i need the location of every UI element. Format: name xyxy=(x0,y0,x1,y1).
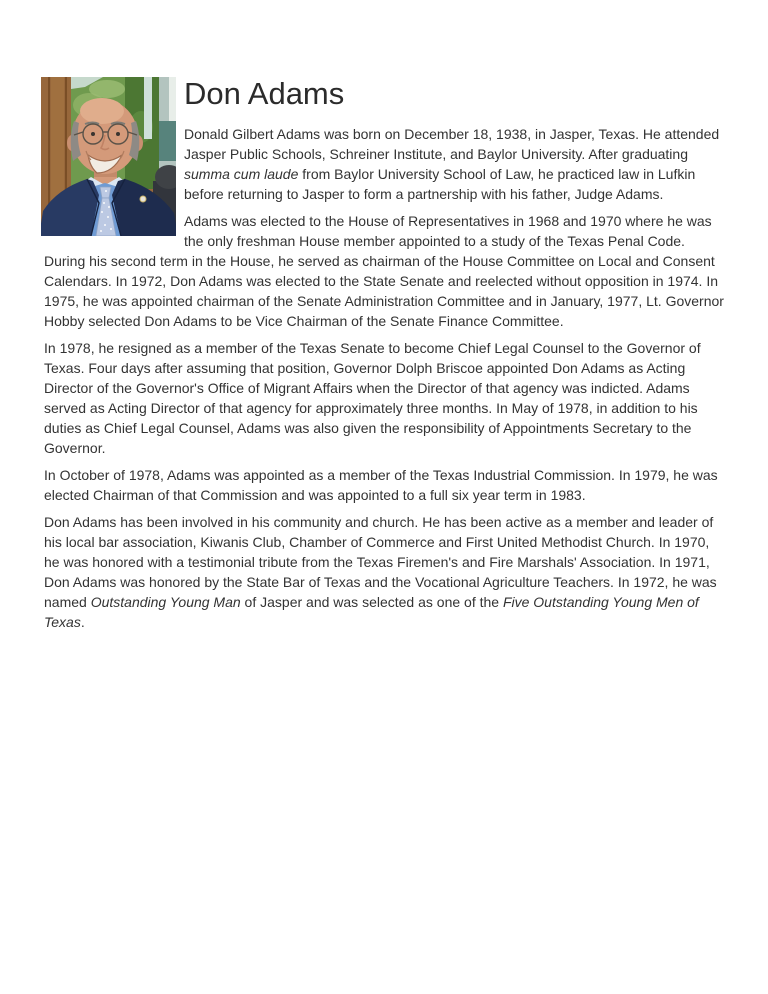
page-title: Don Adams xyxy=(184,76,345,111)
portrait-photo xyxy=(41,77,176,236)
bio-paragraph-4: In October of 1978, Adams was appointed as a member of the Texas Industrial Commission. In 1979, he was elected Chairman of that Commission and was appointed to a full six year term in 1983. xyxy=(44,467,718,503)
bio-paragraph-2: Adams was elected to the House of Representatives in 1968 and 1970 where he was the only freshman House member appointed to a study of the Texas Penal Code. During his second term in the House, he served as chairman of the House Committee on Local and Consent Calendars. In 1972, Don Adams was elected to the State Senate and reelected without opposition in 1974. In 1975, he was appointed chairman of the Senate Administration Committee and in January, 1977, Lt. Governor Hobby selected Don Adams to be Vice Chairman of the Senate Finance Committee. xyxy=(44,213,724,329)
bio-paragraph-3: In 1978, he resigned as a member of the Texas Senate to become Chief Legal Counsel to the Governor of Texas. Four days after assuming that position, Governor Dolph Briscoe appointed Don Adams as Acting Director of the Governor's Office of Migrant Affairs when the Director of that agency was indicted. Adams served as Acting Director of that agency for approximately three months. In May of 1978, in addition to his duties as Chief Legal Counsel, Adams was also given the responsibility of Appointments Secretary to the Governor. xyxy=(44,340,701,456)
bio-paragraph-1: Donald Gilbert Adams was born on December 18, 1938, in Jasper, Texas. He attended Jasper Public Schools, Schreiner Institute, and Baylor University. After graduating summa cum laude from Baylor University School of Law, he practiced law in Lufkin before returning to Jasper to form a partnership with his father, Judge Adams. xyxy=(184,126,720,202)
bio-paragraph-5: Don Adams has been involved in his community and church. He has been active as a member and leader of his local bar association, Kiwanis Club, Chamber of Commerce and First United Methodist Church. In 1970, he was honored with a testimonial tribute from the Texas Firemen's and Fire Marshals' Association. In 1971, Don Adams was honored by the State Bar of Texas and the Vocational Agriculture Teachers. In 1972, he was named Outstanding Young Man of Jasper and was selected as one of the Five Outstanding Young Men of Texas. xyxy=(44,514,717,630)
portrait-photo-image xyxy=(41,77,176,236)
